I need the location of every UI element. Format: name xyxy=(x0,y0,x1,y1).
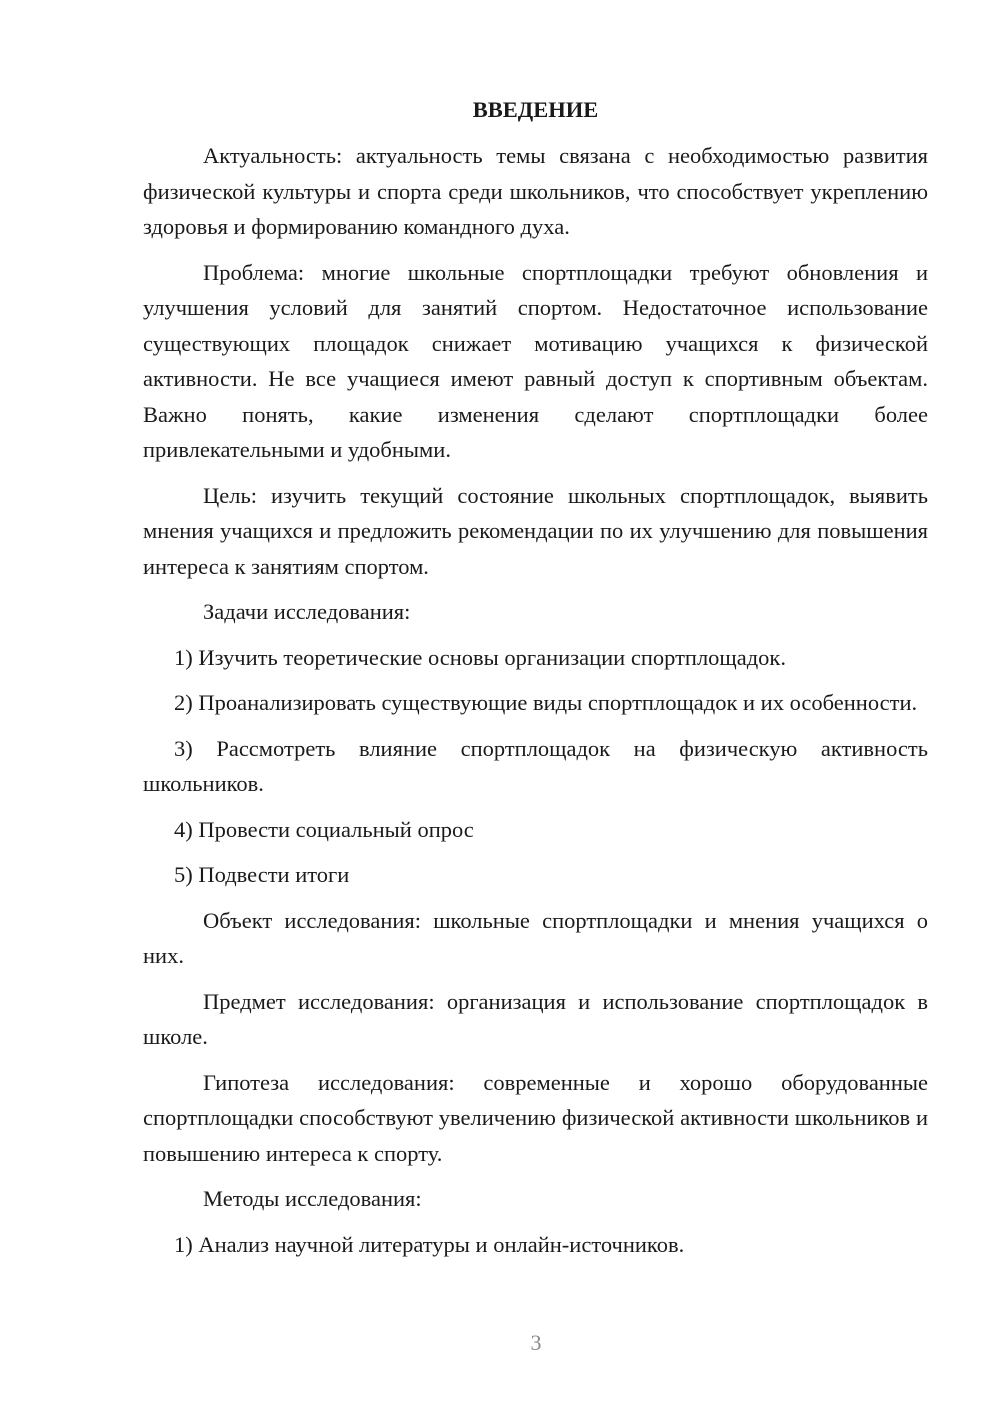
document-page xyxy=(143,92,928,1272)
hypothesis-paragraph: Гипотеза исследования: современные и хорошо оборудованные спортплощадки способствуют увеличению физической активности школьников и повышению интереса к спорту. xyxy=(143,1069,928,1166)
page-title: ВВЕДЕНИЕ xyxy=(472,97,599,122)
tasks-heading: Задачи исследования: xyxy=(203,599,411,624)
relevance-paragraph: Актуальность: актуальность темы связана с необходимостью развития физической культуры и спорта среди школьников, что способствует укреплению здоровья и формированию командного духа. xyxy=(143,143,928,239)
task-item: 3) Рассмотреть влияние спортплощадок на физическую активность школьников. xyxy=(143,735,928,796)
goal-paragraph: Цель: изучить текущий состояние школьных спортплощадок, выявить мнения учащихся и предложить рекомендации по их улучшению для повышения интереса к занятиям спортом. xyxy=(143,482,928,579)
page-number: 3 xyxy=(530,1330,542,1355)
problem-paragraph: Проблема: многие школьные спортплощадки требуют обновления и улучшения условий для занятий спортом. Недостаточное использование существующих площадок снижает мотивацию учащихся к физической активности. Не все учащиеся имеют равный доступ к спортивным объектам. Важно понять, какие изменения сделают спортплощадки более привлекательными и удобными. xyxy=(143,259,928,462)
methods-heading: Методы исследования: xyxy=(203,1186,422,1211)
task-item: 5) Подвести итоги xyxy=(174,862,350,887)
task-item: 1) Изучить теоретические основы организации спортплощадок. xyxy=(174,644,786,670)
task-item: 2) Проанализировать существующие виды спортплощадок и их особенности. xyxy=(174,690,918,715)
object-paragraph: Объект исследования: школьные спортплощадки и мнения учащихся о них. xyxy=(143,907,928,968)
task-item: 4) Провести социальный опрос xyxy=(174,816,474,842)
subject-paragraph: Предмет исследования: организация и использование спортплощадок в школе. xyxy=(143,988,928,1049)
method-item: 1) Анализ научной литературы и онлайн-источников. xyxy=(174,1231,685,1257)
